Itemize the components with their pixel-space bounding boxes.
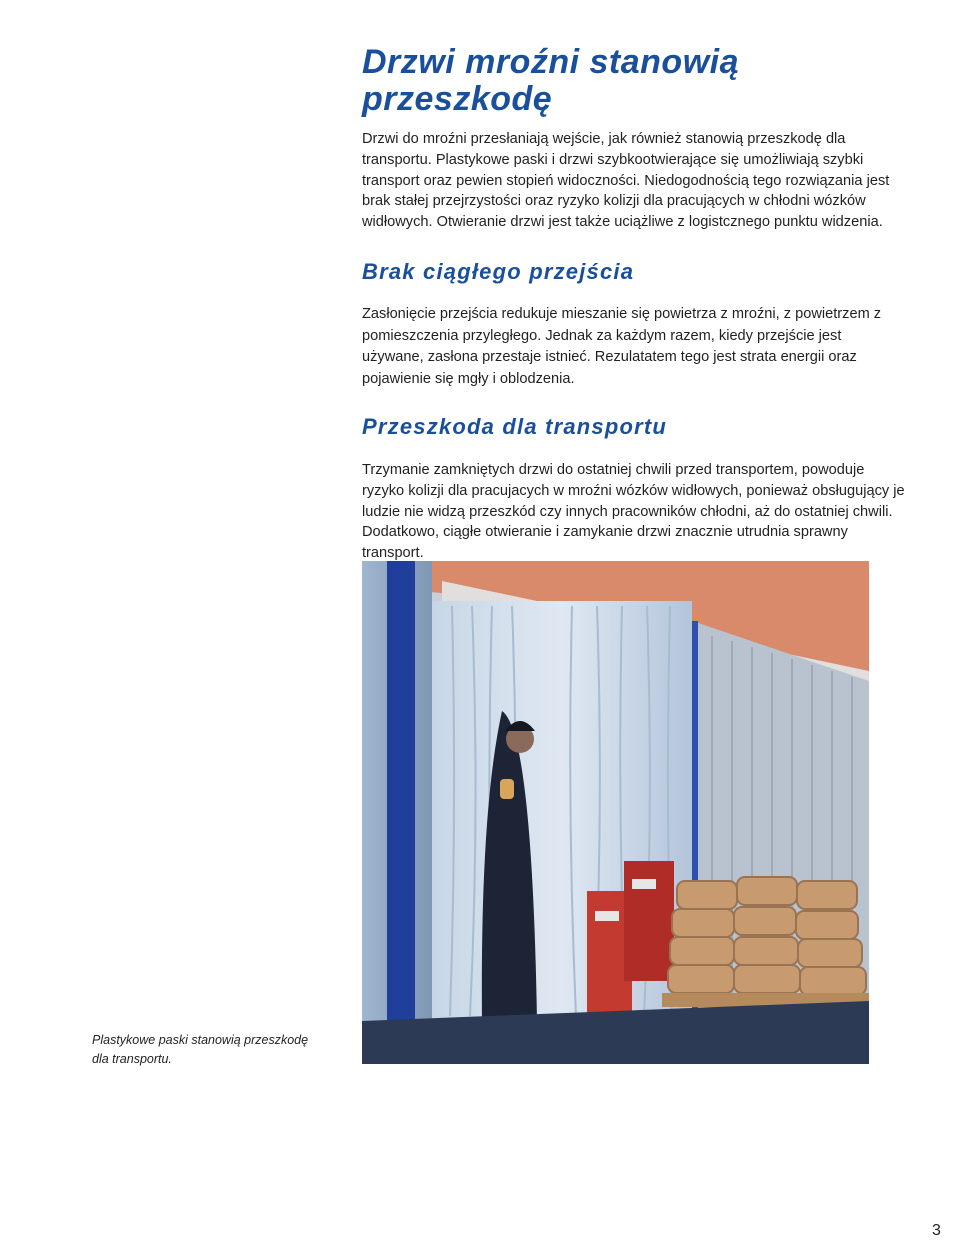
transport-paragraph: Trzymanie zamkniętych drzwi do ostatniej chwili przed transportem, powoduje ryzyko kolizji dla pracujacych w mroźni wózków widłowych, ponieważ obsługujący je ludzie nie widzą przeszkód czy innych pracowników chłodni, aż do ostatniej chwili. Dodatkowo, ciągłe otwieranie i zamykanie drzwi znacznie utrudnia sprawny transport. (362, 462, 905, 562)
cold-room-photo (362, 561, 869, 1064)
intro-paragraph: Drzwi do mroźni przesłaniają wejście, jak również stanowią przeszkodę dla transportu. Plastykowe paski i drzwi szybkootwierające się umożliwiają szybki transport oraz pewien stopień widoczności. Niedogodnością tego rozwiązania jest brak stałej przejrzystości oraz ryzyko kolizji dla pracujących w chłodni wózków widłowych. Otwieranie drzwi jest także uciążliwe z logistcznego punktu widzenia. (362, 131, 890, 231)
page-number: 3 (932, 1222, 941, 1239)
page-title: Drzwi mroźni stanowią przeszkodę (362, 43, 739, 118)
photo-caption: Plastykowe paski stanowią przeszkodę dla transportu. (92, 1033, 309, 1066)
cold-room-strip-curtain-photo-icon (362, 561, 869, 1064)
section-heading-transport-obstacle: Przeszkoda dla transportu (362, 414, 668, 439)
section-heading-no-continuous-passage: Brak ciągłego przejścia (362, 259, 635, 284)
passage-paragraph: Zasłonięcie przejścia redukuje mieszanie się powietrza z mroźni, z powietrzem z pomieszczenia przyległego. Jednak za każdym razem, kiedy przejście jest używane, zasłona przestaje istnieć. Rezulatatem tego jest strata energii oraz pojawienie się mgły i oblodzenia. (362, 306, 882, 387)
